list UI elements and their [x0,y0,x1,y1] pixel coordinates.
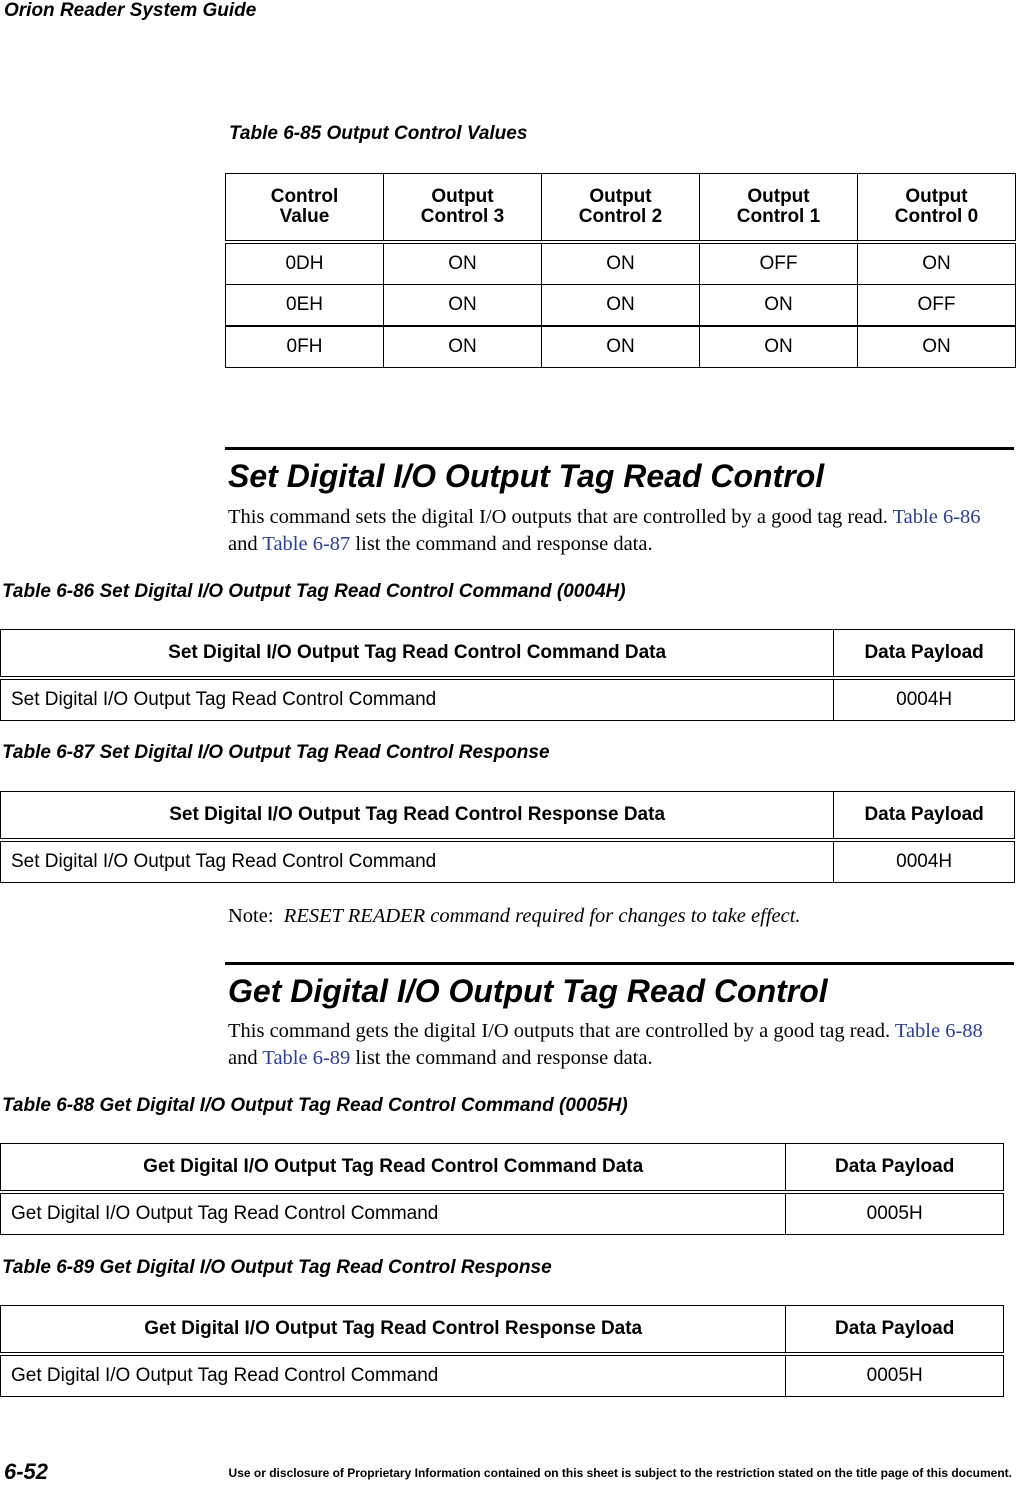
section-set-body [228,504,1014,558]
table-row [226,326,1016,368]
table-85-output-control-values [225,173,1016,368]
table-85-cell: ON [858,326,1016,368]
table-85-col-output-control-2: Output Control 2 [542,174,700,243]
note-text: RESET READER command required for changes to take effect. [283,905,801,927]
table-85-header-row [226,174,1016,243]
table-85-cell: ON [384,242,542,285]
table-row [226,285,1016,327]
table-row [1,678,1015,721]
section-title-set: Set Digital I/O Output Tag Read Control [228,458,825,494]
table-86 [0,629,1015,721]
table-85-cell: ON [384,326,542,368]
section-rule [225,447,1014,450]
body-text: and [228,1047,263,1069]
table-89 [0,1305,1004,1397]
table-87 [0,791,1015,883]
table-row [1,1192,1004,1235]
table-86-row-label: Set Digital I/O Output Tag Read Control Command [1,678,834,721]
table-6-89-link[interactable]: Table 6-89 [262,1047,351,1069]
table-row [1,840,1015,883]
body-text: and [228,533,263,555]
section-get-body [228,1018,998,1072]
table-86-caption: Table 6-86 Set Digital I/O Output Tag Read Control Command (0004H) [2,581,626,602]
table-85-cell: ON [542,285,700,327]
running-header: Orion Reader System Guide [4,0,257,21]
table-86-row-value: 0004H [834,678,1015,721]
table-85-cell: OFF [858,285,1016,327]
table-85-cell: ON [858,242,1016,285]
table-row [1,1354,1004,1397]
table-87-caption: Table 6-87 Set Digital I/O Output Tag Read Control Response [2,742,550,763]
table-85-cell: ON [542,326,700,368]
table-row [226,242,1016,285]
table-88-col-payload: Data Payload [786,1144,1004,1193]
table-85-col-control-value: Control Value [226,174,384,243]
table-6-86-link[interactable]: Table 6-86 [892,506,981,528]
table-85-cell: ON [700,326,858,368]
section-title-get: Get Digital I/O Output Tag Read Control [228,973,828,1009]
table-86-header-row [1,630,1015,679]
table-6-87-link[interactable]: Table 6-87 [262,533,351,555]
table-85-col-output-control-1: Output Control 1 [700,174,858,243]
table-85-col-output-control-3: Output Control 3 [384,174,542,243]
table-88-col-data: Get Digital I/O Output Tag Read Control Command Data [1,1144,786,1193]
body-text: This command sets the digital I/O outputs that are controlled by a good tag read. [228,506,893,528]
table-88-caption: Table 6-88 Get Digital I/O Output Tag Read Control Command (0005H) [2,1095,628,1116]
table-87-header-row [1,792,1015,841]
table-86-col-payload: Data Payload [834,630,1015,679]
body-text: list the command and response data. [350,533,653,555]
table-88-row-value: 0005H [786,1192,1004,1235]
proprietary-notice: Use or disclosure of Proprietary Information contained on this sheet is subject to the restriction stated on the title page of this document. [228,1466,1012,1480]
table-85-cell: OFF [700,242,858,285]
table-89-col-payload: Data Payload [786,1306,1004,1355]
table-89-col-data: Get Digital I/O Output Tag Read Control Response Data [1,1306,786,1355]
table-87-row-value: 0004H [834,840,1015,883]
note-label: Note: [228,905,274,927]
table-89-row-label: Get Digital I/O Output Tag Read Control Command [1,1354,786,1397]
table-89-row-value: 0005H [786,1354,1004,1397]
page-number: 6-52 [4,1459,49,1484]
note [228,905,801,928]
table-89-header-row [1,1306,1004,1355]
section-rule [225,962,1014,965]
table-85-col-output-control-0: Output Control 0 [858,174,1016,243]
table-87-col-payload: Data Payload [834,792,1015,841]
table-85-caption: Table 6-85 Output Control Values [229,123,528,144]
table-6-88-link[interactable]: Table 6-88 [894,1020,983,1042]
table-85-cell: ON [700,285,858,327]
table-87-col-data: Set Digital I/O Output Tag Read Control Response Data [1,792,834,841]
table-85-cell: ON [542,242,700,285]
table-85-cell: 0FH [226,326,384,368]
table-89-caption: Table 6-89 Get Digital I/O Output Tag Read Control Response [2,1257,552,1278]
table-85-cell: 0EH [226,285,384,327]
body-text: This command gets the digital I/O outputs that are controlled by a good tag read. [228,1020,895,1042]
table-85-cell: ON [384,285,542,327]
table-88-header-row [1,1144,1004,1193]
table-88-row-label: Get Digital I/O Output Tag Read Control Command [1,1192,786,1235]
table-87-row-label: Set Digital I/O Output Tag Read Control Command [1,840,834,883]
table-85-cell: 0DH [226,242,384,285]
body-text: list the command and response data. [350,1047,653,1069]
table-86-col-data: Set Digital I/O Output Tag Read Control Command Data [1,630,834,679]
table-88 [0,1143,1004,1235]
